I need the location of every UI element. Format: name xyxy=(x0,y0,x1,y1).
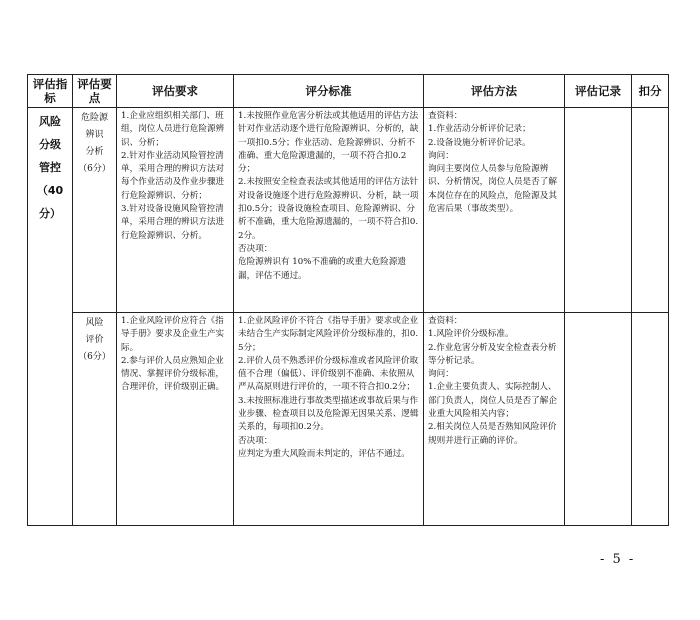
standard-cell xyxy=(234,313,424,526)
requirement-cell xyxy=(117,313,234,526)
deduction-cell[interactable] xyxy=(632,313,669,526)
table-row xyxy=(28,108,669,313)
record-cell[interactable] xyxy=(565,313,632,526)
header-point: 评估要点 xyxy=(73,75,117,108)
header-indicator: 评估指标 xyxy=(28,75,73,108)
standard-cell xyxy=(234,108,424,313)
header-method: 评估方法 xyxy=(424,75,565,108)
method-cell xyxy=(424,108,565,313)
page-number: - 5 - xyxy=(600,552,636,567)
evaluation-table xyxy=(27,74,669,526)
deduction-cell[interactable] xyxy=(632,108,669,313)
method-text: 查资料： 1.风险评价分级标准。 2.作业危害分析及安全检查表分析等分析记录。 询问： 1.企业主要负责人、实际控制人、部门负责人，岗位人员是否了解企业重大风险相关内容； 2.相关岗位人员是否熟知风险评价规则并进行正确的评价。 xyxy=(428,316,557,446)
header-standard: 评分标准 xyxy=(234,75,424,108)
standard-text: 1.企业风险评价不符合《指导手册》要求或企业未结合生产实际制定风险评价分级标准的，扣0.5分； 2.评价人员不熟悉评价分级标准或者风险评价取值不合理（偏低）、评价级别不准确、未依照从严从高原则进行评价的，一项不符合扣0.2分； 3.未按照标准进行事故类型描述或事故后果与作业步骤、检查项目以及危险源无因果关系、逻辑关系的，每项扣0.2分。 否决项： 应判定为重大风险而未判定的，评估不通过。 xyxy=(238,316,419,459)
record-cell[interactable] xyxy=(565,108,632,313)
requirement-text: 1.企业应组织相关部门、班组，岗位人员进行危险源辨识、分析； 2.针对作业活动风险管控清单，采用合理的辨识方法对每个作业活动及作业步骤进行危险源辨识、分析； 3.针对设备设施风险管控清单，采用合理的辨识方法进行危险源辨识、分析。 xyxy=(121,111,225,241)
requirement-text: 1.企业风险评价应符合《指导手册》要求及企业生产实际。 2.参与评价人员应熟知企业情况、掌握评价分级标准，合理评价，评价级别正确。 xyxy=(121,316,225,393)
method-cell xyxy=(424,313,565,526)
requirement-cell xyxy=(117,108,234,313)
indicator-cell: 风险 分级 管控 （40 分） xyxy=(28,108,73,526)
table-row xyxy=(28,313,669,526)
method-text: 查资料： 1.作业活动分析评价记录； 2.设备设施分析评价记录。 询问： 询问主要岗位人员参与危险源辨识、分析情况，岗位人员是否了解本岗位存在的风险点，危险源及其危害后果（事故类型）。 xyxy=(428,111,557,215)
point-cell: 危险源 辨识 分析 （6分） xyxy=(73,108,117,313)
standard-text: 1.未按照作业危害分析法或其他适用的评估方法针对作业活动逐个进行危险源辨识、分析的，缺一项扣0.5分；作业活动、危险源辨识、分析不准确、重大危险源遗漏的，一项不符合扣0.2分； 2.未按照安全检查表法或其他适用的评估方法针对设备设施逐个进行危险源辨识、分析，缺一项扣0.5分；设备设施检查项目、危险源辨识、分析不准确，重大危险源遗漏的，一项不符合扣0.2分。 否决项： 危险源辨识有 10%不准确的或重大危险源遗漏，评估不通过。 xyxy=(238,111,419,281)
header-row xyxy=(28,75,669,108)
header-record: 评估记录 xyxy=(565,75,632,108)
point-cell: 风险 评价 （6分） xyxy=(73,313,117,526)
header-requirement: 评估要求 xyxy=(117,75,234,108)
header-deduction: 扣分 xyxy=(632,75,669,108)
